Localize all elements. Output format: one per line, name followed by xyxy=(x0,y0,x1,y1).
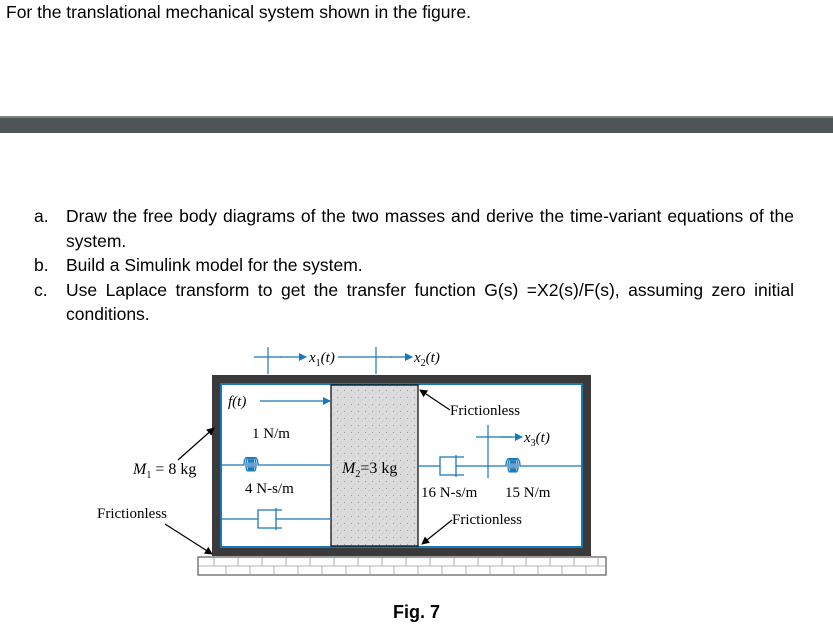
force-label: f(t) xyxy=(228,394,247,410)
question-text-c: Use Laplace transform to get the transfer function G(s) =X2(s)/F(s), assuming zero initial conditions. xyxy=(66,279,794,324)
intro-text: For the translational mechanical system shown in the figure. xyxy=(6,2,471,22)
separator-bar xyxy=(0,116,833,133)
mass-m2-label: $M_2=3$ kg xyxy=(342,460,398,480)
question-text-b: Build a Simulink model for the system. xyxy=(66,255,363,275)
x1-label: $x_1(t)$ xyxy=(309,350,335,369)
mechanical-system-figure xyxy=(0,340,833,600)
ground-base xyxy=(198,557,606,575)
displacement-x2-indicator xyxy=(362,347,412,374)
x2-label: $x_2(t)$ xyxy=(414,350,440,369)
question-part-b xyxy=(34,253,794,278)
frictionless-label-left: Frictionless xyxy=(97,506,167,522)
question-text-a: Draw the free body diagrams of the two masses and derive the time-variant equations of the system. xyxy=(66,206,794,251)
separator-bar-highlight xyxy=(0,116,833,118)
question-part-a xyxy=(34,204,794,253)
frictionless-label-bottom-right: Frictionless xyxy=(452,512,522,528)
displacement-x1-indicator xyxy=(254,347,306,374)
damper-2-label: 16 N-s/m xyxy=(421,485,478,501)
question-marker-c: c. xyxy=(34,279,48,300)
x3-label: $x_3(t)$ xyxy=(524,430,550,449)
question-marker-a: a. xyxy=(34,206,49,226)
damper-1-label: 4 N-s/m xyxy=(245,481,294,497)
spring-1-label: 1 N/m xyxy=(252,426,290,442)
mass-m1-pointer xyxy=(178,428,214,460)
mass-m1-label: $M_1 = 8$ kg xyxy=(133,461,197,481)
spring-2-label: 15 N/m xyxy=(505,485,551,501)
frictionless-pointer-left xyxy=(165,524,212,554)
question-part-c xyxy=(34,278,794,327)
figure-caption: Fig. 7 xyxy=(392,602,440,622)
frictionless-label-top-right: Frictionless xyxy=(450,403,520,419)
question-marker-b: b. xyxy=(34,255,49,275)
question-list xyxy=(34,204,794,327)
